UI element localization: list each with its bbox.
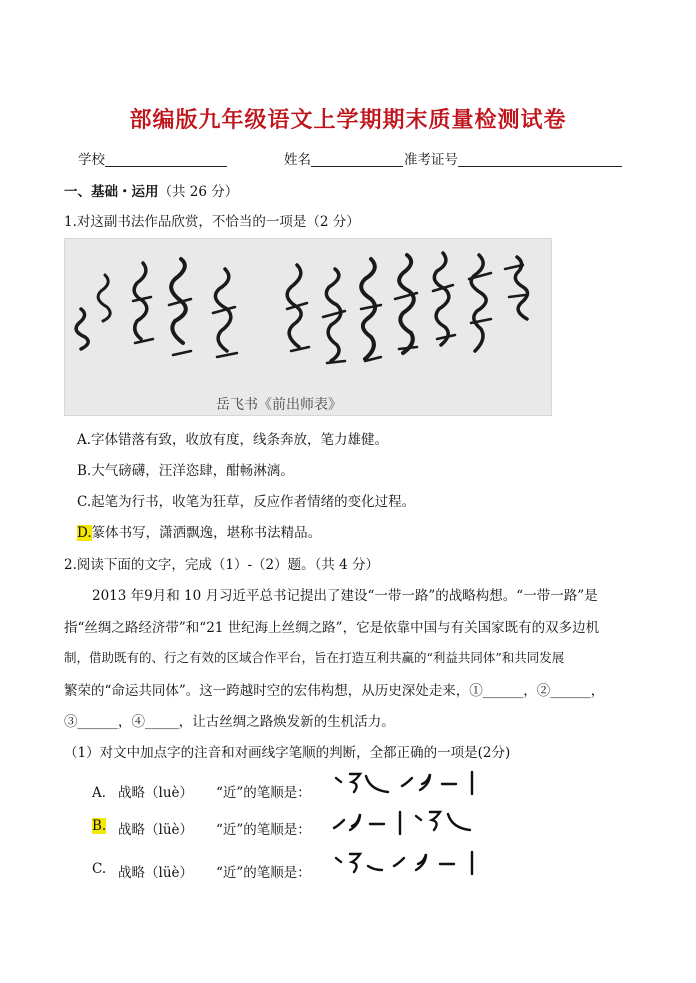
choice-a-letter: A． <box>92 785 116 801</box>
section-score: （共 26 分） <box>158 184 239 200</box>
passage-line-4: 繁荣的“命运共同体”。这一跨越时空的宏伟构想，从历史深处走来，①______，②______， <box>64 683 605 699</box>
name-field <box>284 148 403 168</box>
q1-option-b <box>77 459 294 479</box>
choice-letter-highlighted: B. <box>92 818 107 834</box>
option-text: 大气磅礴，汪洋恣肆，酣畅淋漓。 <box>91 463 294 479</box>
q1-stem: 1.对这副书法作品欣赏，不恰当的一项是（2 分） <box>64 214 360 230</box>
school-field <box>78 148 227 168</box>
option-letter: B. <box>77 463 92 479</box>
q1-option-c <box>77 490 415 510</box>
option-text: 起笔为行书，收笔为狂草，反应作者情绪的变化过程。 <box>91 494 416 510</box>
q1-option-d <box>77 521 321 541</box>
choice-b-stroke-label: “近”的笔顺是： <box>216 822 311 838</box>
section-heading <box>64 180 238 200</box>
image-caption: 岳飞书《前出师表》 <box>216 397 342 413</box>
exam-id-label: 准考证号 <box>404 152 458 168</box>
passage-line-5: ③______，④_____，让古丝绸之路焕发新的生机活力。 <box>64 714 395 730</box>
option-letter: A. <box>77 432 92 448</box>
q2-stem: 2.阅读下面的文字，完成（1）-（2）题。（共 4 分） <box>64 557 380 573</box>
choice-c-word: 战略（lüè） <box>118 865 194 881</box>
exam-id-blank[interactable] <box>458 152 622 167</box>
option-letter: C. <box>77 494 92 510</box>
choice-c-stroke-label: “近”的笔顺是： <box>216 865 311 881</box>
passage-line-1: 2013 年9月和 10 月习近平总书记提出了建设“一带一路”的战略构想。“一带一路”是 <box>92 588 598 604</box>
option-letter-highlighted: D. <box>77 525 92 541</box>
option-text: 篆体书写，潇洒飘逸，堪称书法精品。 <box>91 525 322 541</box>
section-title: 一、基础・运用 <box>64 184 159 200</box>
school-blank[interactable] <box>105 152 227 167</box>
option-text: 字体错落有致，收放有度，线条奔放，笔力雄健。 <box>91 432 389 448</box>
choice-b-word: 战略（lüè） <box>118 822 194 838</box>
choice-b-letter <box>92 818 106 834</box>
exam-id-field <box>404 148 622 168</box>
stroke-order-b <box>330 804 490 838</box>
calligraphy-artwork <box>65 239 551 415</box>
choice-a-word: 战略（luè） <box>118 785 194 801</box>
q1-option-a <box>77 428 388 448</box>
passage-line-2: 指“丝绸之路经济带”和“21 世纪海上丝绸之路”，它是依靠中国与有关国家既有的双多边机 <box>64 620 600 636</box>
calligraphy-image <box>64 238 552 416</box>
choice-a-stroke-label: “近”的笔顺是： <box>216 785 311 801</box>
school-label: 学校 <box>78 152 105 168</box>
choice-c-letter: C. <box>92 861 107 877</box>
paper-title: 部编版九年级语文上学期期末质量检测试卷 <box>129 108 567 133</box>
name-label: 姓名 <box>284 152 311 168</box>
passage-line-3: 制，借助既有的、行之有效的区域合作平台，旨在打造互利共赢的“利益共同体”和共同发展 <box>64 650 565 665</box>
stroke-order-a <box>330 766 490 800</box>
stroke-order-c <box>330 846 490 880</box>
q2-sub1: （1）对文中加点字的注音和对画线字笔顺的判断，全都正确的一项是(2分) <box>64 745 511 761</box>
name-blank[interactable] <box>311 152 403 167</box>
